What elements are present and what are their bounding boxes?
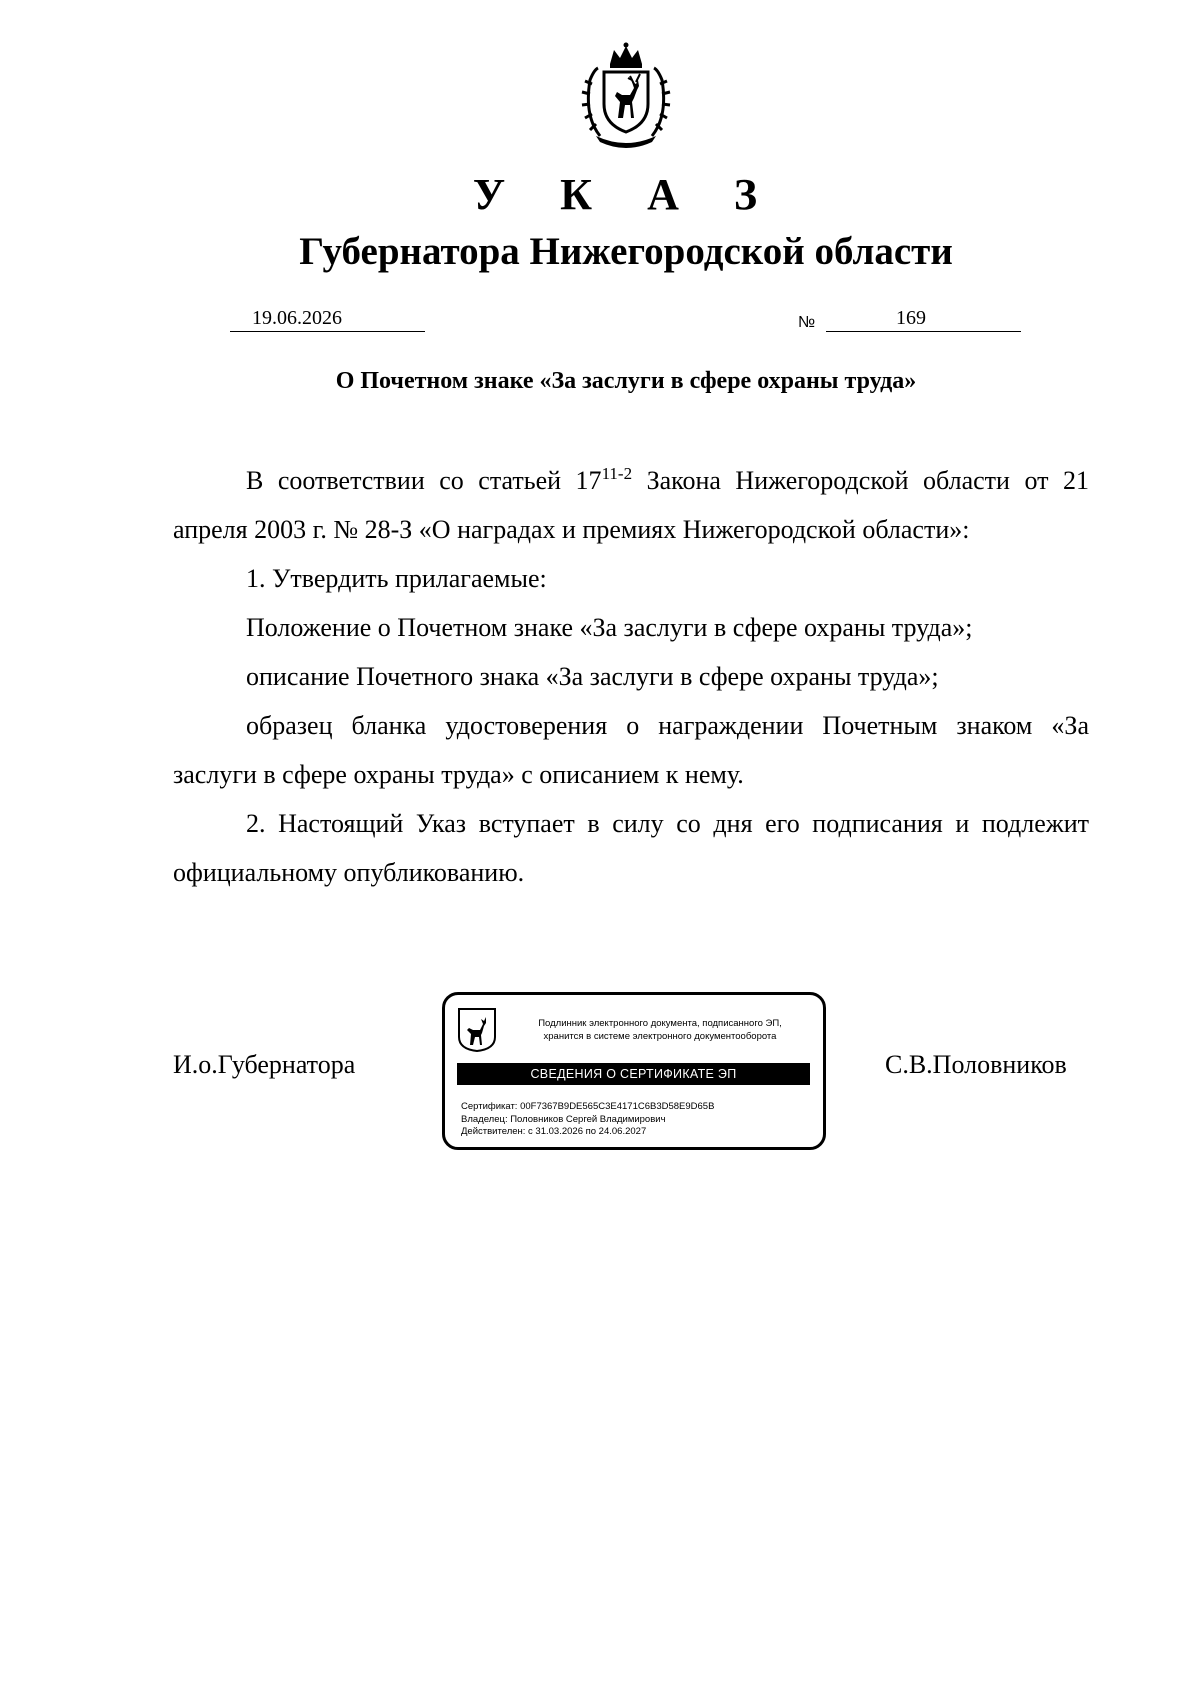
document-issuer-title: Губернатора Нижегородской области [299, 230, 953, 273]
article-superscript: 11-2 [601, 464, 633, 483]
body-paragraph-item-2: 2. Настоящий Указ вступает в силу со дня его подписания и подлежит официальному опубликованию. [173, 809, 1089, 887]
document-number: 169 [826, 305, 1021, 332]
stamp-notice [505, 1017, 815, 1043]
body-paragraph-description: описание Почетного знака «За заслуги в сфере охраны труда»; [246, 662, 939, 691]
certificate-id: Сертификат: 00F7367B9DE565C3E4171C6B3D58E9D65B [461, 1101, 715, 1112]
certificate-owner: Владелец: Половников Сергей Владимирович [461, 1113, 666, 1125]
body-paragraph-preamble [173, 456, 1089, 554]
preamble-text: В соответствии со статьей 17 [246, 466, 602, 495]
document-body [173, 456, 1089, 897]
document-type-title: У К А З [472, 170, 780, 219]
stamp-header-bar: СВЕДЕНИЯ О СЕРТИФИКАТЕ ЭП [457, 1063, 810, 1085]
stamp-notice-line-2: хранится в системе электронного документооборота [543, 1031, 777, 1042]
body-paragraph-regulation: Положение о Почетном знаке «За заслуги в сфере охраны труда»; [246, 613, 973, 642]
body-paragraph-certificate-form: образец бланка удостоверения о награждении Почетным знаком «За заслуги в сфере охраны труда» с описанием к нему. [173, 711, 1089, 789]
deer-shield-icon [457, 1007, 497, 1053]
stamp-certificate-info [461, 1101, 811, 1139]
signer-name: С.В.Половников [885, 1050, 1067, 1079]
electronic-signature-stamp [442, 992, 826, 1150]
document-date: 19.06.2026 [230, 305, 425, 332]
signer-position: И.о.Губернатора [173, 1050, 356, 1079]
document-subject: О Почетном знаке «За заслуги в сфере охраны труда» [335, 368, 917, 394]
preamble-text-cont: Закона Нижегородской области от 21 апреля 2003 г. № 28-З «О наградах и премиях Нижегородской области»: [173, 466, 1089, 544]
coat-of-arms-icon [570, 40, 682, 152]
body-paragraph-item-1: 1. Утвердить прилагаемые: [246, 564, 547, 593]
number-label: № [798, 314, 816, 331]
stamp-notice-line-1: Подлинник электронного документа, подписанного ЭП, [538, 1018, 782, 1029]
certificate-validity: Действителен: с 31.03.2026 по 24.06.2027 [461, 1126, 647, 1137]
